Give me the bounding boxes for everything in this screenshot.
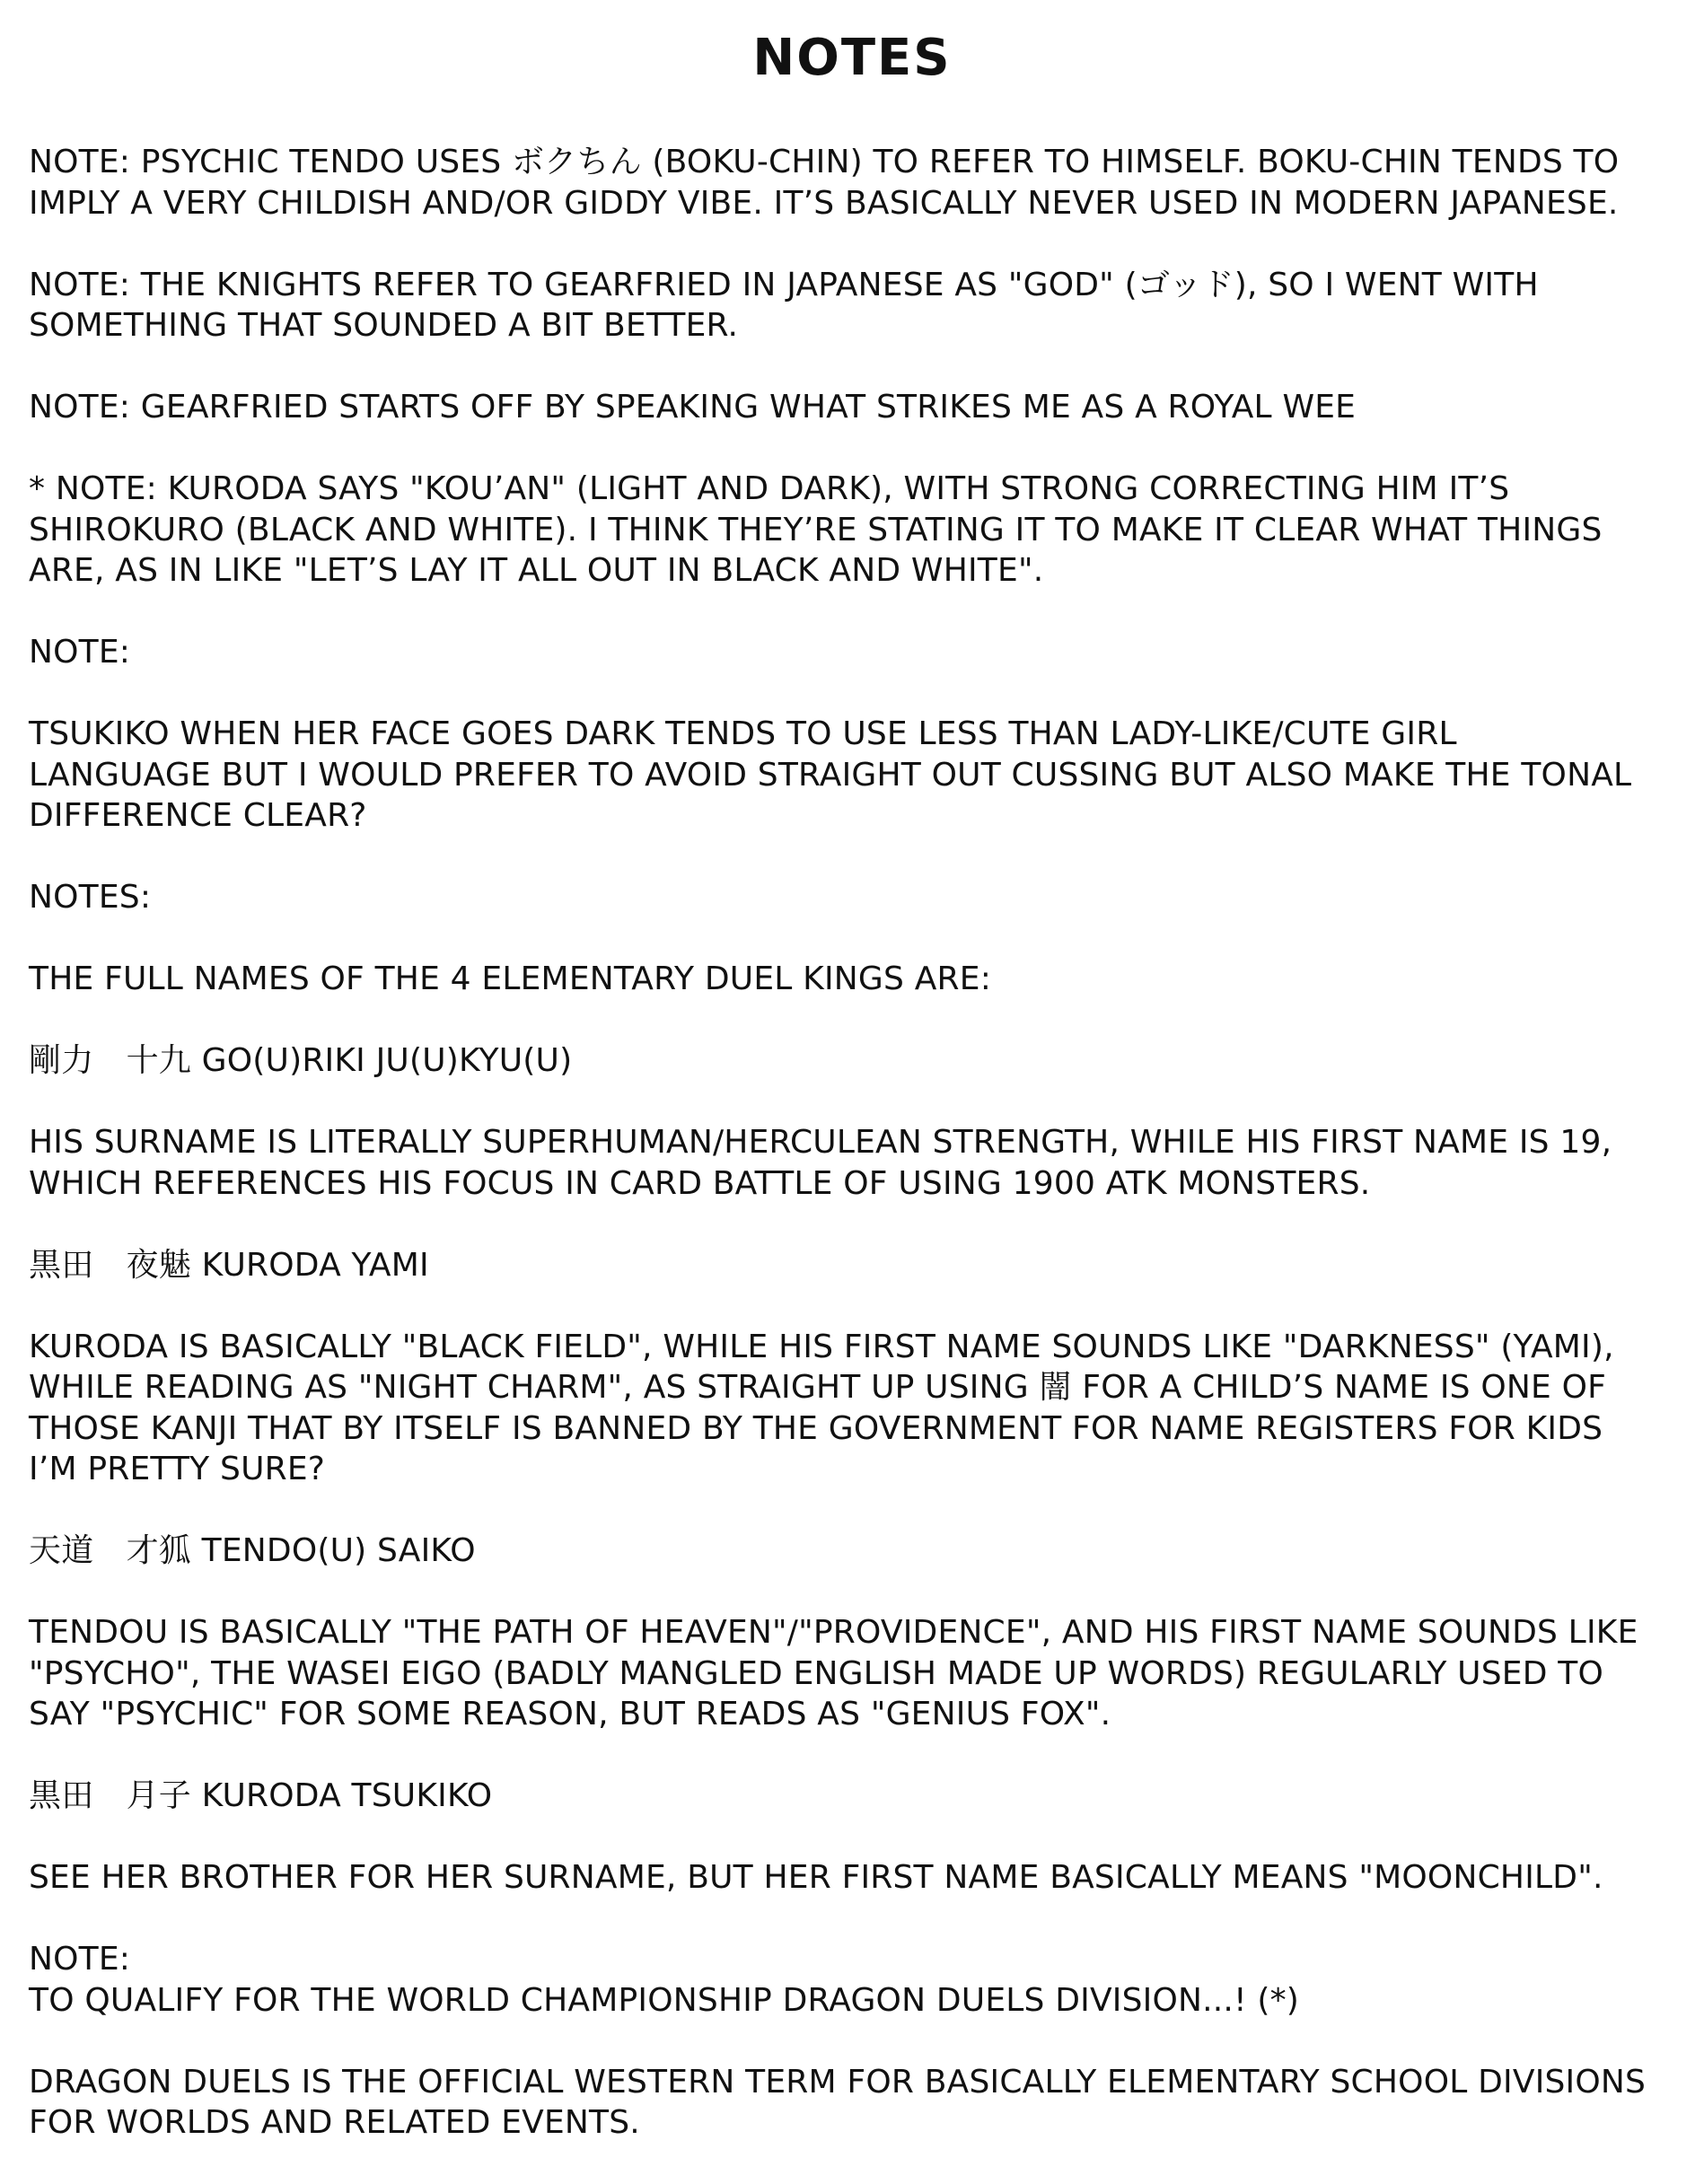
note-royal-wee: NOTE: GEARFRIED STARTS OFF BY SPEAKING WHAT STRIKES ME AS A ROYAL WEE [29, 389, 1357, 425]
note-god-term: NOTE: THE KNIGHTS REFER TO GEARFRIED IN JAPANESE AS "GOD" (ゴッド), SO I WENT WITH SOMETHING THAT SOUNDED A BIT BETTER. [29, 266, 1539, 344]
name-kuroda-yami: 黒田 夜魅 KURODA YAMI [29, 1246, 429, 1284]
note-dragon-duels-explanation: DRAGON DUELS IS THE OFFICIAL WESTERN TERM FOR BASICALLY ELEMENTARY SCHOOL DIVISIONS FOR WORLDS AND RELATED EVENTS. [29, 2063, 1647, 2141]
name-kuroda-tsukiko: 黒田 月子 KURODA TSUKIKO [29, 1777, 493, 1814]
notes-content [29, 142, 1690, 2184]
note-heading: NOTE: [29, 634, 131, 671]
name-tendo-saiko-explanation: TENDOU IS BASICALLY "THE PATH OF HEAVEN"/"PROVIDENCE", AND HIS FIRST NAME SOUNDS LIKE "PSYCHO", THE WASEI EIGO (BADLY MANGLED ENGLISH MADE UP WORDS) REGULARLY USED TO SAY "PSYCHIC" FOR SOME REASON, BUT READS AS "GENIUS FOX". [29, 1614, 1638, 1732]
page-title: NOTES [752, 29, 952, 87]
name-goriki: 剛力 十九 GO(U)RIKI JU(U)KYU(U) [29, 1042, 573, 1079]
note-tsukiko-language: TSUKIKO WHEN HER FACE GOES DARK TENDS TO USE LESS THAN LADY-LIKE/CUTE GIRL LANGUAGE BUT I WOULD PREFER TO AVOID STRAIGHT OUT CUSSING BUT ALSO MAKE THE TONAL DIFFERENCE CLEAR? [29, 715, 1632, 834]
notes-heading: NOTES: [29, 879, 152, 916]
note-dragon-duels-quote: TO QUALIFY FOR THE WORLD CHAMPIONSHIP DRAGON DUELS DIVISION...! (*) [29, 1981, 1300, 2019]
note-heading-final: NOTE: [29, 1941, 131, 1978]
name-kuroda-tsukiko-explanation: SEE HER BROTHER FOR HER SURNAME, BUT HER FIRST NAME BASICALLY MEANS "MOONCHILD". [29, 1859, 1603, 1896]
name-tendo-saiko: 天道 才狐 TENDO(U) SAIKO [29, 1532, 476, 1569]
note-kouan: * NOTE: KURODA SAYS "KOU’AN" (LIGHT AND DARK), WITH STRONG CORRECTING HIM IT’S SHIROKURO (BLACK AND WHITE). I THINK THEY’RE STATING IT TO MAKE IT CLEAR WHAT THINGS ARE, AS IN LIKE "LET’S LAY IT ALL OUT IN BLACK AND WHITE". [29, 470, 1603, 589]
name-goriki-explanation: HIS SURNAME IS LITERALLY SUPERHUMAN/HERCULEAN STRENGTH, WHILE HIS FIRST NAME IS 19, WHICH REFERENCES HIS FOCUS IN CARD BATTLE OF USING 1900 ATK MONSTERS. [29, 1124, 1612, 1202]
duel-kings-intro: THE FULL NAMES OF THE 4 ELEMENTARY DUEL KINGS ARE: [29, 960, 992, 997]
note-boku-chin: NOTE: PSYCHIC TENDO USES ボクちん (BOKU-CHIN) TO REFER TO HIMSELF. BOKU-CHIN TENDS TO IMPLY A VERY CHILDISH AND/OR GIDDY VIBE. IT’S BASICALLY NEVER USED IN MODERN JAPANESE. [29, 144, 1620, 222]
name-kuroda-yami-explanation: KURODA IS BASICALLY "BLACK FIELD", WHILE HIS FIRST NAME SOUNDS LIKE "DARKNESS" (YAMI), WHILE READING AS "NIGHT CHARM", AS STRAIGHT UP USING 闇 FOR A CHILD’S NAME IS ONE OF THOSE KANJI THAT BY ITSELF IS BANNED BY THE GOVERNMENT FOR NAME REGISTERS FOR KIDS I’M PRETTY SURE? [29, 1328, 1614, 1487]
